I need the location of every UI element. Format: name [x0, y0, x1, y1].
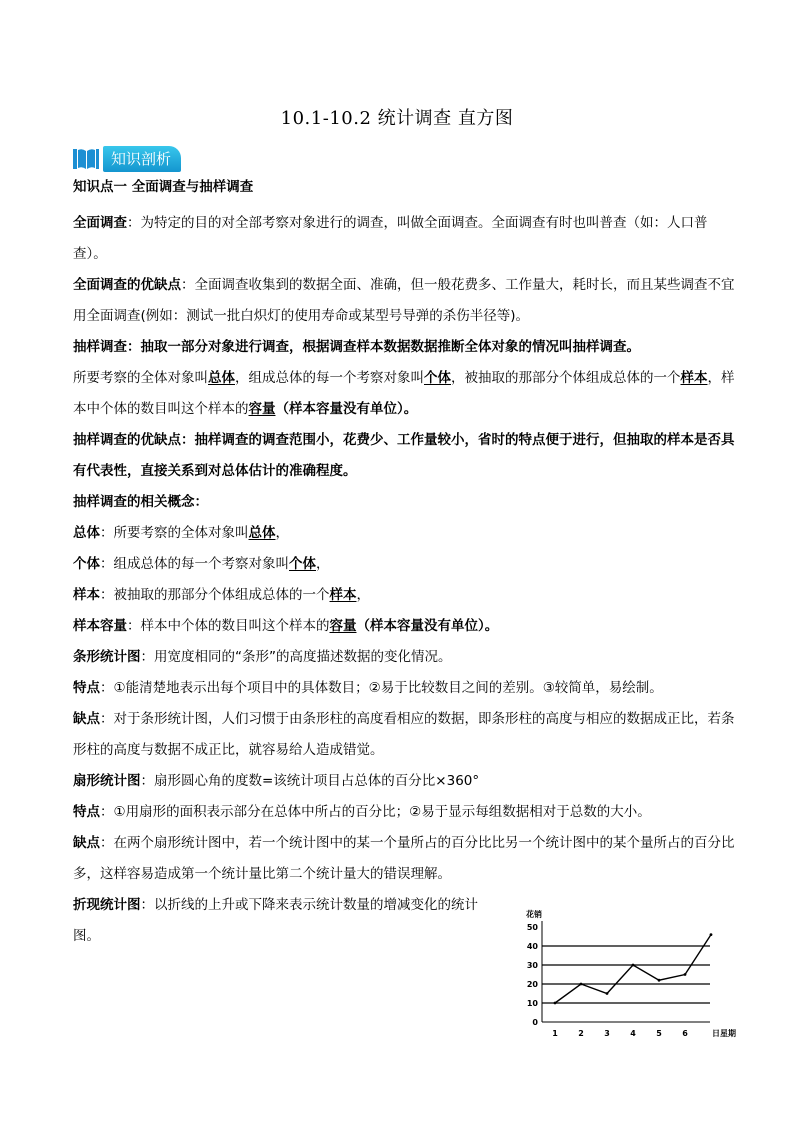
text-segment: ， [275, 525, 289, 541]
banner-label: 知识剖析 [103, 146, 181, 172]
paragraph-text: ：①用扇形的面积表示部分在总体中所占的百分比；②易于显示每组数据相对于总数的大小。 [100, 804, 651, 820]
term: 条形统计图 [73, 649, 141, 665]
paragraph-text: ：抽样调查的调查范围小，花费少、工作量较小，省时的特点便于进行，但抽取的样本是否具有代表性，直接关系到对总体估计的准确程度。 [73, 432, 735, 479]
key-term: 样本 [680, 370, 708, 386]
x-tick-label: 1 [552, 1029, 558, 1038]
paragraph-sample [73, 580, 735, 611]
term: 全面调查 [73, 215, 127, 231]
text-segment: 所要考察的全体对象叫 [73, 370, 208, 386]
key-term: 个体 [289, 556, 316, 572]
text-segment: （样本容量没有单位）。 [356, 618, 499, 634]
paragraph-population [73, 518, 735, 549]
paragraph-bar-chart [73, 642, 735, 673]
paragraph-pie-chart-drawbacks [73, 828, 735, 890]
book-icon [73, 147, 99, 171]
paragraph-sample-size [73, 611, 735, 642]
text-segment: ，被抽取的那部分个体组成总体的一个 [451, 370, 681, 386]
key-term: 样本 [329, 587, 357, 603]
y-tick-label: 30 [526, 961, 538, 970]
page-title: 10.1-10.2 统计调查 直方图 [280, 108, 514, 129]
text-segment: ：被抽取的那部分个体组成总体的一个 [100, 587, 330, 603]
x-tick-label: 2 [578, 1029, 584, 1038]
paragraph-full-survey [73, 208, 735, 270]
content [73, 178, 735, 952]
term: 抽样调查的优缺点 [73, 432, 181, 448]
term: 特点 [73, 804, 100, 820]
data-point [606, 992, 609, 995]
paragraph-line-chart [73, 890, 498, 952]
term: 缺点 [73, 835, 100, 851]
text-segment: ：组成总体的每一个考察对象叫 [100, 556, 289, 572]
term: 扇形统计图 [73, 773, 141, 789]
key-term: 个体 [424, 370, 451, 386]
paragraph-text: ：对于条形统计图，人们习惯于由条形柱的高度看相应的数据，即条形柱的高度与相应的数据成正比，若条形柱的高度与数据不成正比，就容易给人造成错觉。 [73, 711, 735, 758]
term: 缺点 [73, 711, 100, 727]
data-point [632, 964, 635, 967]
section-heading: 知识点一 全面调查与抽样调查 [73, 179, 254, 195]
paragraph-full-survey-pros-cons [73, 270, 735, 332]
paragraph-pie-chart-features [73, 797, 735, 828]
section-banner [73, 145, 181, 173]
line-chart [512, 905, 742, 1040]
y-axis-label: 花销 [526, 910, 542, 919]
paragraph-text: ：用宽度相同的“条形”的高度描述数据的变化情况。 [140, 649, 452, 665]
data-point [684, 973, 687, 976]
text-segment: （样本容量没有单位）。 [275, 401, 418, 417]
data-point [710, 933, 713, 936]
data-point [658, 979, 661, 982]
term: 特点 [73, 680, 100, 696]
paragraph-text: ：在两个扇形统计图中，若一个统计图中的某一个量所占的百分比比另一个统计图中的某个量所占的百分比多，这样容易造成第一个统计量比第二个统计量大的错误理解。 [73, 835, 735, 882]
paragraph-population-definitions [73, 363, 735, 425]
paragraph-pie-chart [73, 766, 735, 797]
text-segment: ， [356, 587, 370, 603]
paragraph-text: ：扇形圆心角的度数=该统计项目占总体的百分比×360° [140, 773, 480, 789]
text-segment: ，样本中个体的数目叫这个样本的 [73, 370, 735, 417]
term: 样本 [73, 587, 100, 603]
paragraph-sampling-pros-cons [73, 425, 735, 487]
paragraph-sampling-survey [73, 332, 735, 363]
x-tick-label: 3 [604, 1029, 610, 1038]
term: 个体 [73, 556, 100, 572]
paragraph-individual [73, 549, 735, 580]
text-segment: ：样本中个体的数目叫这个样本的 [127, 618, 330, 634]
y-tick-label: 40 [526, 942, 538, 951]
paragraph-text: ：①能清楚地表示出每个项目中的具体数目；②易于比较数目之间的差别。③较简单，易绘制。 [100, 680, 663, 696]
paragraph-related-concepts: 抽样调查的相关概念： [73, 494, 208, 510]
paragraph-text: ：全面调查收集到的数据全面、准确，但一般花费多、工作量大，耗时长，而且某些调查不宜用全面调查(例如：测试一批白炽灯的使用寿命或某型号导弹的杀伤半径等)。 [73, 277, 735, 324]
key-term: 总体 [208, 370, 235, 386]
x-tick-label: 4 [630, 1029, 636, 1038]
paragraph-text: ：抽取一部分对象进行调查，根据调查样本数据数据推断全体对象的情况叫抽样调查。 [127, 339, 640, 355]
y-tick-label: 20 [526, 980, 538, 989]
term: 总体 [73, 525, 100, 541]
data-point [554, 1002, 557, 1005]
key-term: 容量 [248, 401, 276, 417]
data-point [580, 983, 583, 986]
paragraph-bar-chart-drawbacks [73, 704, 735, 766]
x-axis-label: 日星期 [712, 1029, 736, 1038]
y-tick-label: 50 [526, 923, 538, 932]
paragraph-bar-chart-features [73, 673, 735, 704]
paragraph-text: ：以折线的上升或下降来表示统计数量的增减变化的统计图。 [73, 897, 478, 944]
x-tick-label: 6 [682, 1029, 688, 1038]
term: 折现统计图 [73, 897, 141, 913]
y-tick-label: 10 [526, 999, 538, 1008]
text-segment: ：所要考察的全体对象叫 [100, 525, 249, 541]
x-tick-label: 5 [656, 1029, 662, 1038]
text-segment: ， [316, 556, 330, 572]
paragraph-text: ：为特定的目的对全部考察对象进行的调查，叫做全面调查。全面调查有时也叫普查（如：人口普查）。 [73, 215, 708, 262]
term: 全面调查的优缺点 [73, 277, 181, 293]
key-term: 容量 [329, 618, 357, 634]
term: 抽样调查 [73, 339, 127, 355]
text-segment: ，组成总体的每一个考察对象叫 [235, 370, 424, 386]
series-line [555, 935, 711, 1003]
term: 样本容量 [73, 618, 127, 634]
key-term: 总体 [248, 525, 276, 541]
y-tick-label: 0 [532, 1018, 538, 1027]
